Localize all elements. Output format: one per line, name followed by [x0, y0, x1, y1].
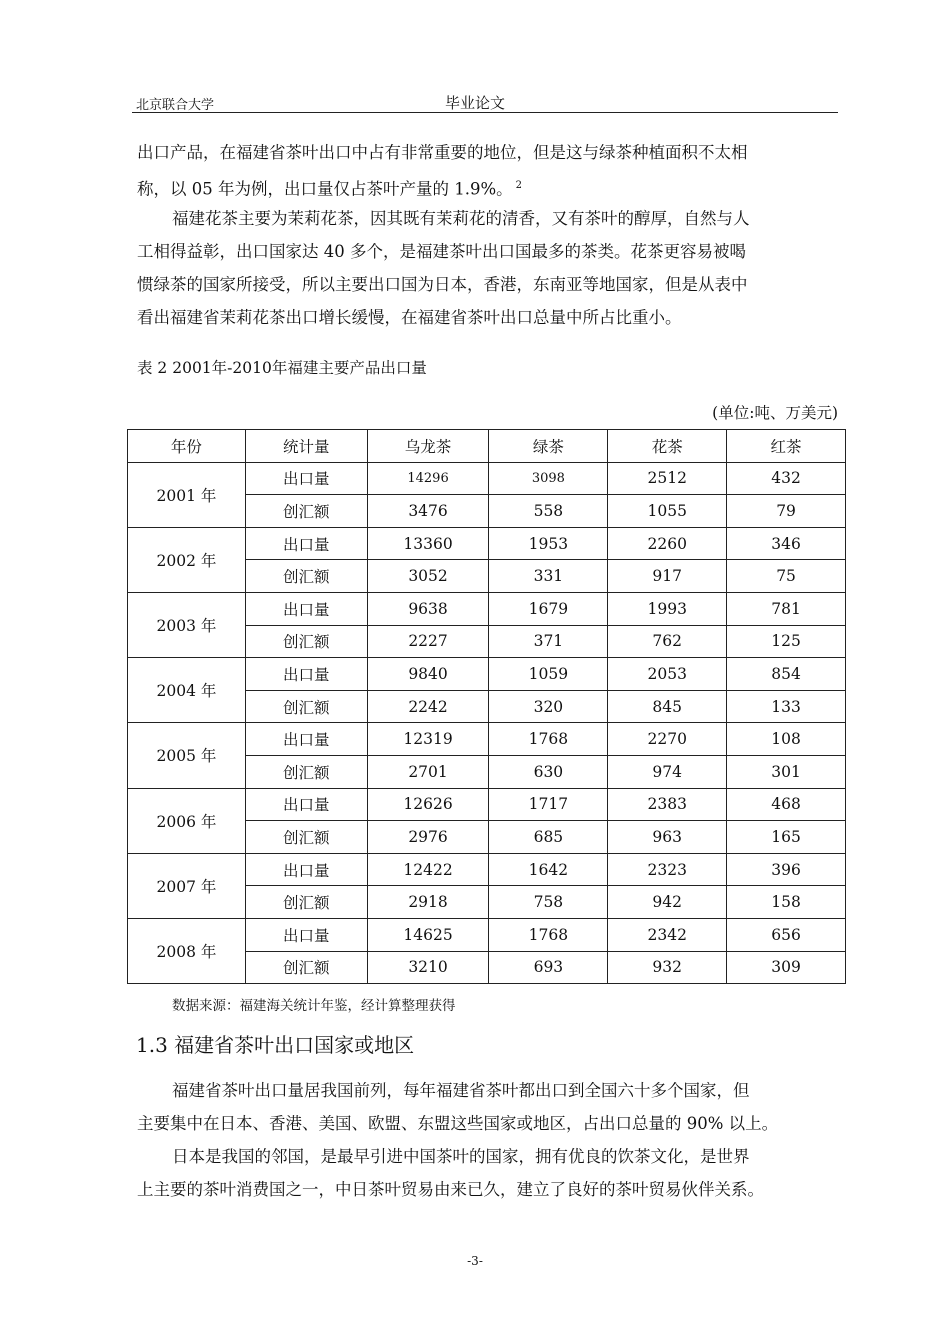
- table-cell: 974: [608, 755, 727, 788]
- text-line: 出口产品，在福建省茶叶出口中占有非常重要的地位，但是这与绿茶种植面积不太相: [137, 143, 748, 162]
- year-cell: 2004 年: [128, 658, 246, 723]
- table-cell: 2227: [367, 625, 489, 658]
- table-cell: 13360: [367, 527, 489, 560]
- table-cell: 2053: [608, 658, 727, 691]
- table-cell: 2270: [608, 723, 727, 756]
- table-cell: 1642: [489, 853, 608, 886]
- table-cell: 14625: [367, 918, 489, 951]
- table-cell: 758: [489, 886, 608, 919]
- text-line: 上主要的茶叶消费国之一，中日茶叶贸易由来已久，建立了良好的茶叶贸易伙伴关系。: [137, 1180, 764, 1199]
- table-cell: 2701: [367, 755, 489, 788]
- table-cell: 309: [727, 951, 846, 984]
- table-cell: 1717: [489, 788, 608, 821]
- table-cell: 出口量: [245, 853, 367, 886]
- paragraph-green-tea: [137, 136, 840, 206]
- text-line: 福建花茶主要为茉莉花茶，因其既有茉莉花的清香，又有茶叶的醇厚，自然与人: [172, 209, 750, 228]
- column-header: 花茶: [608, 430, 727, 463]
- column-header: 红茶: [727, 430, 846, 463]
- table-cell: 创汇额: [245, 886, 367, 919]
- table-cell: 558: [489, 495, 608, 528]
- table-row: [128, 788, 846, 821]
- table-cell: 1993: [608, 592, 727, 625]
- paragraph-flower-tea: [137, 202, 840, 334]
- header-doc-type: 毕业论文: [444, 94, 505, 112]
- table-cell: 781: [727, 592, 846, 625]
- table-cell: 3210: [367, 951, 489, 984]
- table-cell: 79: [727, 495, 846, 528]
- table-cell: 331: [489, 560, 608, 593]
- table-cell: 1768: [489, 918, 608, 951]
- text-line: 看出福建省茉莉花茶出口增长缓慢，在福建省茶叶出口总量中所占比重小。: [137, 308, 682, 327]
- table-cell: 685: [489, 821, 608, 854]
- table-row: [128, 592, 846, 625]
- table-row: [128, 527, 846, 560]
- table-cell: 出口量: [245, 462, 367, 495]
- table-cell: 2323: [608, 853, 727, 886]
- text-line: 称，以 05 年为例，出口量仅占茶叶产量的 1.9%。 $^2$: [137, 179, 523, 199]
- header-university: 北京联合大学: [136, 98, 215, 113]
- section-heading: 1.3 福建省茶叶出口国家或地区: [136, 1033, 415, 1057]
- table-unit: (单位:吨、万美元): [712, 404, 838, 422]
- table-cell: 932: [608, 951, 727, 984]
- column-header: 年份: [128, 430, 246, 463]
- table-cell: 1055: [608, 495, 727, 528]
- year-cell: 2006 年: [128, 788, 246, 853]
- table-cell: 创汇额: [245, 625, 367, 658]
- table-row: [128, 658, 846, 691]
- table-cell: 2260: [608, 527, 727, 560]
- table-cell: 1059: [489, 658, 608, 691]
- table-cell: 133: [727, 690, 846, 723]
- table-cell: 2976: [367, 821, 489, 854]
- table-cell: 出口量: [245, 788, 367, 821]
- table-cell: 108: [727, 723, 846, 756]
- table-cell: 出口量: [245, 918, 367, 951]
- table-cell: 656: [727, 918, 846, 951]
- table-cell: 3476: [367, 495, 489, 528]
- text-line: 福建省茶叶出口量居我国前列，每年福建省茶叶都出口到全国六十多个国家，但: [172, 1081, 750, 1100]
- text-line: 工相得益彰，出口国家达 40 多个，是福建茶叶出口国最多的茶类。花茶更容易被喝: [137, 242, 746, 261]
- column-header: 乌龙茶: [367, 430, 489, 463]
- table-cell: 301: [727, 755, 846, 788]
- table-cell: 693: [489, 951, 608, 984]
- export-table: [127, 429, 846, 984]
- table-cell: 出口量: [245, 723, 367, 756]
- header-divider: [132, 112, 838, 113]
- table-cell: 9840: [367, 658, 489, 691]
- table-cell: 2918: [367, 886, 489, 919]
- year-cell: 2003 年: [128, 592, 246, 657]
- table-row: [128, 918, 846, 951]
- table-cell: 432: [727, 462, 846, 495]
- page-number: -3-: [467, 1254, 483, 1268]
- table-cell: 9638: [367, 592, 489, 625]
- table-cell: 1768: [489, 723, 608, 756]
- year-cell: 2001 年: [128, 462, 246, 527]
- table-cell: 12319: [367, 723, 489, 756]
- table-cell: 845: [608, 690, 727, 723]
- table-cell: 963: [608, 821, 727, 854]
- table-cell: 创汇额: [245, 495, 367, 528]
- table-cell: 出口量: [245, 658, 367, 691]
- table-cell: 1953: [489, 527, 608, 560]
- column-header: 绿茶: [489, 430, 608, 463]
- table-cell: 1679: [489, 592, 608, 625]
- table-cell: 3052: [367, 560, 489, 593]
- table-cell: 917: [608, 560, 727, 593]
- table-cell: 125: [727, 625, 846, 658]
- table-header-row: [128, 430, 846, 463]
- table-cell: 创汇额: [245, 951, 367, 984]
- table-caption: 表 2 2001年-2010年福建主要产品出口量: [137, 359, 427, 377]
- table-cell: 出口量: [245, 592, 367, 625]
- table-cell: 14296: [367, 462, 489, 495]
- table-cell: 创汇额: [245, 755, 367, 788]
- paragraph-japan: [137, 1140, 840, 1206]
- table-cell: 942: [608, 886, 727, 919]
- table-cell: 762: [608, 625, 727, 658]
- table-row: [128, 462, 846, 495]
- paragraph-export-regions: [137, 1074, 840, 1140]
- table-cell: 创汇额: [245, 821, 367, 854]
- table-cell: 396: [727, 853, 846, 886]
- table-row: [128, 723, 846, 756]
- table-cell: 320: [489, 690, 608, 723]
- table-cell: 165: [727, 821, 846, 854]
- table-cell: 854: [727, 658, 846, 691]
- table-cell: 2512: [608, 462, 727, 495]
- table-cell: 158: [727, 886, 846, 919]
- table-cell: 346: [727, 527, 846, 560]
- text-line: 日本是我国的邻国，是最早引进中国茶叶的国家，拥有优良的饮茶文化，是世界: [172, 1147, 750, 1166]
- table-cell: 2242: [367, 690, 489, 723]
- table-cell: 创汇额: [245, 690, 367, 723]
- table-cell: 12626: [367, 788, 489, 821]
- table-source-note: 数据来源：福建海关统计年鉴，经计算整理获得: [172, 998, 456, 1014]
- table-cell: 2342: [608, 918, 727, 951]
- year-cell: 2007 年: [128, 853, 246, 918]
- table-cell: 2383: [608, 788, 727, 821]
- year-cell: 2002 年: [128, 527, 246, 592]
- table-cell: 630: [489, 755, 608, 788]
- table-cell: 12422: [367, 853, 489, 886]
- year-cell: 2008 年: [128, 918, 246, 983]
- column-header: 统计量: [245, 430, 367, 463]
- table-cell: 468: [727, 788, 846, 821]
- table-cell: 75: [727, 560, 846, 593]
- table-cell: 371: [489, 625, 608, 658]
- text-line: 主要集中在日本、香港、美国、欧盟、东盟这些国家或地区，占出口总量的 90% 以上。: [137, 1114, 779, 1133]
- year-cell: 2005 年: [128, 723, 246, 788]
- table-cell: 3098: [489, 462, 608, 495]
- footnote-marker: 2: [515, 180, 523, 191]
- table-cell: 出口量: [245, 527, 367, 560]
- table-cell: 创汇额: [245, 560, 367, 593]
- table-row: [128, 853, 846, 886]
- text-line: 惯绿茶的国家所接受，所以主要出口国为日本，香港，东南亚等地国家，但是从表中: [137, 275, 748, 294]
